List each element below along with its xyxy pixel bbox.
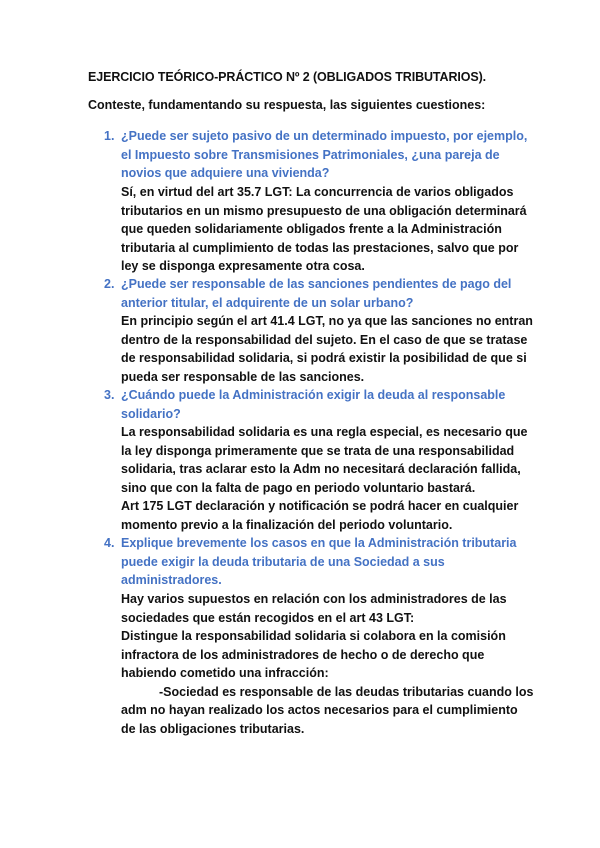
answer-line: solidaria, tras aclarar esto la Adm no necesitará declaración fallida,	[121, 462, 521, 476]
answer-line: la ley disponga primeramente que se trata de una responsabilidad	[121, 443, 515, 458]
answer-line: Sí, en virtud del art 35.7 LGT: La concurrencia de varios obligados	[121, 185, 514, 199]
question-line: ¿Cuándo puede la Administración exigir la deuda al responsable	[121, 388, 506, 402]
instructions: Conteste, fundamentando su respuesta, las siguientes cuestiones:	[88, 98, 486, 112]
answer-line: sociedades que están recogidos en el art 43 LGT:	[121, 610, 415, 625]
answer-4	[121, 590, 533, 738]
question-text	[121, 534, 516, 590]
answer-line: La responsabilidad solidaria es una regla especial, es necesario que	[121, 425, 528, 439]
question-line: ¿Puede ser responsable de las sanciones pendientes de pago del	[121, 277, 512, 291]
question-line: solidario?	[121, 406, 181, 421]
answer-2	[121, 312, 533, 386]
question-line: administradores.	[121, 573, 222, 587]
question-number: 3.	[104, 388, 115, 402]
answer-line: En principio según el art 41.4 LGT, no ya que las sanciones no entran	[121, 314, 533, 328]
answer-line: momento previo a la finalización del periodo voluntario.	[121, 517, 453, 532]
answer-line: de responsabilidad solidaria, si podrá existir la posibilidad de que si	[121, 351, 527, 365]
answer-line: que queden solidariamente obligados frente a la Administración	[121, 222, 502, 236]
answer-1	[121, 183, 527, 276]
question-number: 2.	[104, 277, 115, 291]
answer-line: infractora de los administradores de hecho o de derecho que	[121, 647, 485, 662]
question-number: 4.	[104, 536, 115, 550]
answer-line: ley se disponga expresamente otra cosa.	[121, 259, 365, 273]
question-line: novios que adquiere una vivienda?	[121, 166, 330, 180]
answer-line: pueda ser responsable de las sanciones.	[121, 369, 365, 384]
question-text	[121, 127, 527, 183]
question-line: puede exigir la deuda tributaria de una Sociedad a sus	[121, 554, 445, 569]
answer-line: tributaria al cumplimiento de todas las prestaciones, salvo que por	[121, 240, 519, 255]
page-title: EJERCICIO TEÓRICO-PRÁCTICO Nº 2 (OBLIGADOS TRIBUTARIOS).	[88, 70, 487, 84]
question-text	[121, 386, 505, 423]
question-line: ¿Puede ser sujeto pasivo de un determinado impuesto, por ejemplo,	[121, 129, 528, 143]
question-line: anterior titular, el adquirente de un solar urbano?	[121, 295, 414, 310]
answer-line: Hay varios supuestos en relación con los administradores de las	[121, 592, 507, 606]
question-line: Explique brevemente los casos en que la Administración tributaria	[121, 536, 517, 550]
sub-answer-line: -Sociedad es responsable de las deudas tributarias cuando los	[159, 684, 534, 699]
answer-line: Art 175 LGT declaración y notificación se podrá hacer en cualquier	[121, 499, 519, 513]
question-line: el Impuesto sobre Transmisiones Patrimoniales, ¿una pareja de	[121, 147, 500, 162]
answer-line: habiendo cometido una infracción:	[121, 666, 329, 680]
answer-line: Distingue la responsabilidad solidaria si colabora en la comisión	[121, 629, 506, 643]
question-number: 1.	[104, 129, 115, 143]
answer-line: sino que con la falta de pago en periodo voluntario bastará.	[121, 480, 476, 495]
sub-answer-line: adm no hayan realizado los actos necesarios para el cumplimiento	[121, 703, 518, 717]
answer-line: tributarios en un mismo presupuesto de una obligación determinará	[121, 203, 527, 218]
answer-3	[121, 423, 527, 534]
sub-answer-line: de las obligaciones tributarias.	[121, 721, 305, 736]
question-text	[121, 275, 511, 312]
answer-line: dentro de la responsabilidad del sujeto. En el caso de que se tratase	[121, 332, 528, 347]
